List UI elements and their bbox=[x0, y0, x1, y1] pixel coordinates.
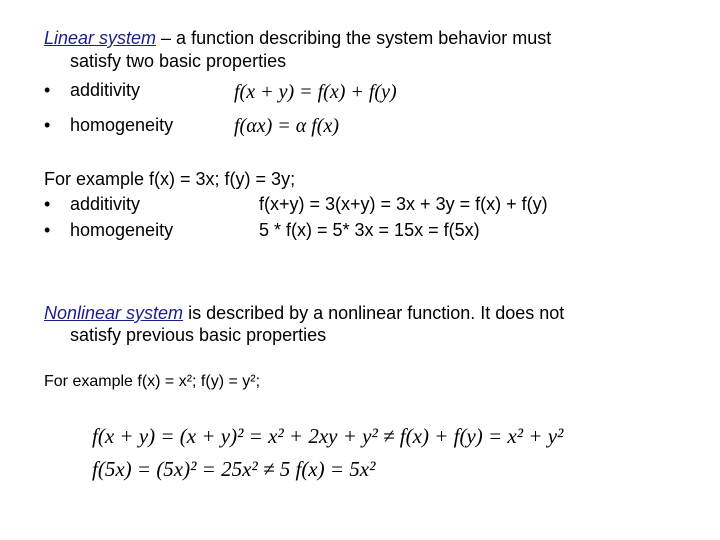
linear-system-term: Linear system bbox=[44, 28, 157, 48]
example1-row1-value: f(x+y) = 3(x+y) = 3x + 3y = f(x) + f(y) bbox=[259, 194, 548, 214]
bullet: • bbox=[44, 80, 51, 100]
homogeneity-formula-text: f(αx) = α f(x) bbox=[234, 115, 339, 137]
bullet: • bbox=[44, 115, 51, 135]
linear-definition-line2: satisfy two basic properties bbox=[70, 51, 287, 71]
property-additivity-label: additivity bbox=[70, 80, 141, 100]
nonlinear-equation-2 bbox=[92, 457, 375, 481]
nonlinear-definition-text: is described by a nonlinear function. It does not bbox=[183, 303, 565, 323]
property-additivity bbox=[44, 79, 140, 101]
nonlinear-equation-2-text: f(5x) = (5x)² = 25x² ≠ 5 f(x) = 5x² bbox=[92, 457, 376, 481]
nonlinear-definition-line1 bbox=[44, 302, 564, 324]
homogeneity-formula bbox=[234, 114, 339, 138]
example1-heading: For example f(x) = 3x; f(y) = 3y; bbox=[44, 169, 296, 189]
additivity-formula bbox=[234, 80, 397, 104]
example1-row2-value: 5 * f(x) = 5* 3x = 15x = f(5x) bbox=[259, 220, 480, 240]
linear-definition-text: – a function describing the system behavior must bbox=[156, 28, 552, 48]
example1-row2-label: homogeneity bbox=[70, 220, 174, 240]
example2-heading: For example f(x) = x²; f(y) = y²; bbox=[44, 373, 261, 390]
example1-row-additivity bbox=[44, 193, 140, 215]
nonlinear-equation-1-text: f(x + y) = (x + y)² = x² + 2xy + y² ≠ f(x) + f(y) = x² + y² bbox=[92, 424, 564, 448]
bullet: • bbox=[44, 194, 51, 214]
bullet: • bbox=[44, 220, 51, 240]
nonlinear-system-term: Nonlinear system bbox=[44, 303, 184, 323]
example1-row-homogeneity bbox=[44, 219, 173, 241]
linear-definition-line1 bbox=[44, 27, 551, 49]
example1-row1-label: additivity bbox=[70, 194, 141, 214]
additivity-formula-text: f(x + y) = f(x) + f(y) bbox=[234, 81, 397, 103]
property-homogeneity-label: homogeneity bbox=[70, 115, 174, 135]
nonlinear-definition-line2: satisfy previous basic properties bbox=[70, 325, 327, 345]
property-homogeneity bbox=[44, 114, 173, 136]
nonlinear-equation-1 bbox=[92, 424, 563, 448]
